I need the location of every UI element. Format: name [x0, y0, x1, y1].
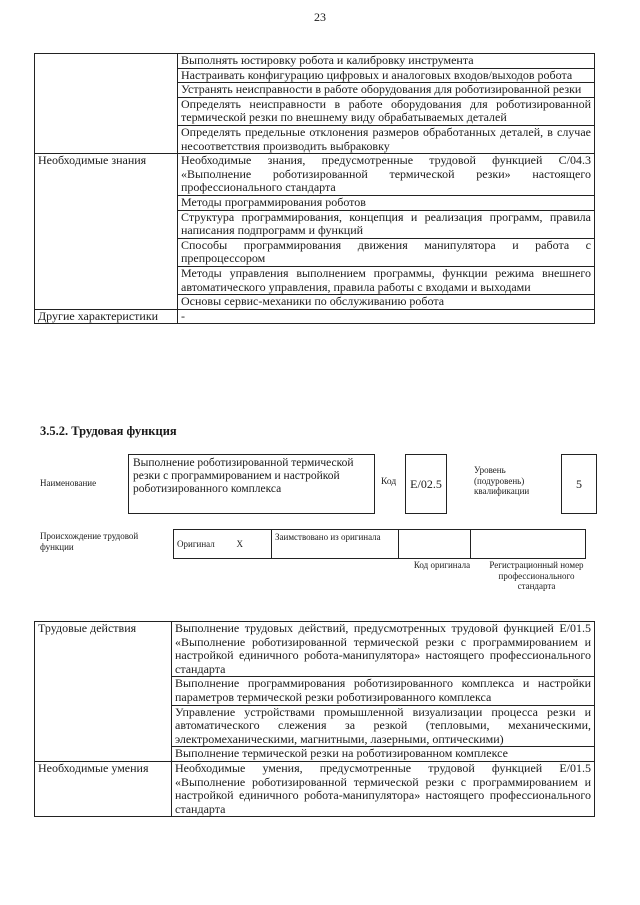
table-row	[35, 622, 595, 677]
table-row	[35, 309, 595, 324]
section-title: 3.5.2. Трудовая функция	[40, 424, 177, 438]
list-item: Методы программирования роботов	[178, 195, 595, 210]
table-row	[35, 761, 595, 816]
original-mark: X	[234, 530, 272, 559]
list-item: Определять предельные отклонения размеров обработанных деталей, в случае несоответствия производить выбраковку	[178, 125, 595, 153]
labor-actions-table	[34, 621, 595, 817]
list-item: Выполнение программирования роботизированного комплекса и настройки параметров термической резки роботизированного комплекса	[172, 677, 595, 705]
row-label-skills: Необходимые умения	[35, 761, 172, 816]
function-code-box: E/02.5	[405, 454, 447, 514]
level-label: Уровень (подуровень) квалификации	[474, 465, 530, 496]
borrowed-label: Заимствовано из оригинала	[272, 530, 399, 559]
list-item: Методы управления выполнением программы, функции режима внешнего автоматического управления, правила работы с входами и выходами	[178, 266, 595, 294]
page-number: 23	[314, 10, 326, 24]
qualification-level-box: 5	[561, 454, 597, 514]
original-label: Оригинал	[174, 530, 234, 559]
list-item: -	[178, 309, 595, 324]
row-label-actions: Трудовые действия	[35, 622, 172, 762]
origin-code-cell	[399, 530, 471, 559]
reg-number-caption: Регистрационный номер профессионального стандарта	[489, 560, 584, 591]
list-item: Необходимые знания, предусмотренные трудовой функцией C/04.3 «Выполнение роботизированной термической резки» настоящего профессионального стандарта	[178, 154, 595, 196]
row-label-other: Другие характеристики	[35, 309, 178, 324]
row-label-knowledge: Необходимые знания	[35, 154, 178, 310]
origin-label: Происхождение трудовой функции	[40, 531, 139, 552]
list-item: Выполнение термической резки на роботизированном комплексе	[172, 747, 595, 762]
code-label: Код	[381, 477, 397, 487]
list-item: Управление устройствами промышленной визуализации процесса резки и автоматического слежения за резкой (тепловыми, механическими, электромеханическими, магнитными, лазерными, оптическими)	[172, 705, 595, 747]
origin-table	[173, 529, 586, 559]
list-item: Структура программирования, концепция и реализация программ, правила написания подпрограмм и функций	[178, 210, 595, 238]
name-label: Наименование	[40, 478, 97, 488]
list-item: Способы программирования движения манипулятора и работа с препроцессором	[178, 238, 595, 266]
table-row	[35, 54, 595, 69]
list-item: Настраивать конфигурацию цифровых и аналоговых входов/выходов робота	[178, 68, 595, 83]
list-item: Основы сервис-механики по обслуживанию робота	[178, 295, 595, 310]
list-item: Необходимые умения, предусмотренные трудовой функцией E/01.5 «Выполнение роботизированной термической резки с программированием и настройкой единичного робота-манипулятора» настоящего профессионального стандарта	[172, 761, 595, 816]
list-item: Устранять неисправности в работе оборудования для роботизированной резки	[178, 83, 595, 98]
origin-reg-number-cell	[471, 530, 586, 559]
row-label	[35, 54, 178, 154]
function-name-box: Выполнение роботизированной термической резки с программированием и настройкой роботизированного комплекса	[128, 454, 375, 514]
table-row	[35, 154, 595, 196]
code-caption: Код оригинала	[413, 560, 471, 570]
list-item: Выполнять юстировку робота и калибровку инструмента	[178, 54, 595, 69]
list-item: Выполнение трудовых действий, предусмотренных трудовой функцией E/01.5 «Выполнение роботизированной термической резки с программированием и настройкой единичного робота-манипулятора» настоящего профессионального стандарта	[172, 622, 595, 677]
list-item: Определять неисправности в работе оборудования для роботизированной термической резки по внешнему виду обрабатываемых деталей	[178, 97, 595, 125]
skills-knowledge-table	[34, 53, 595, 324]
